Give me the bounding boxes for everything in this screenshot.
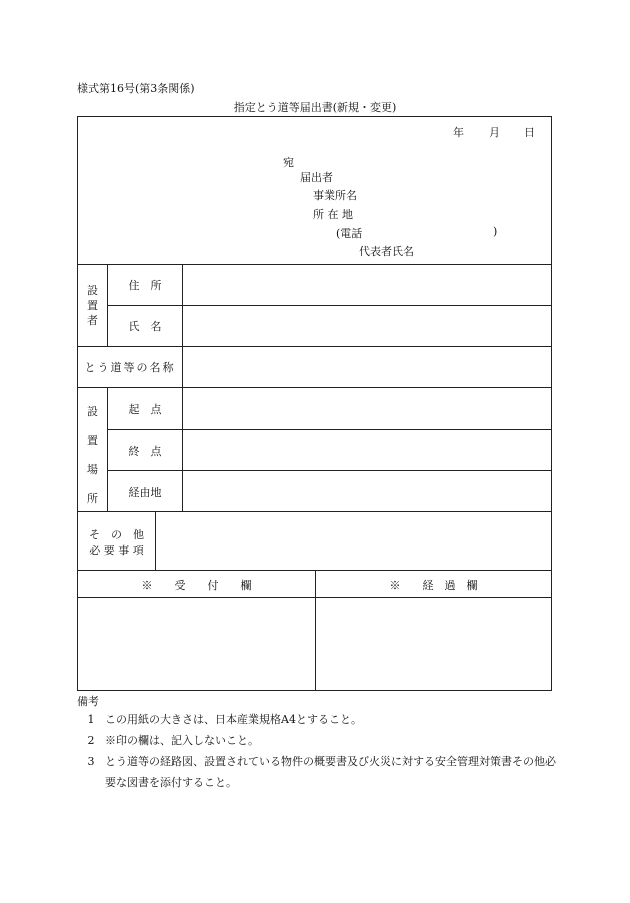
form-number: 様式第16号(第3条関係) — [77, 82, 195, 95]
location-via-label: 経由地 — [128, 486, 162, 499]
receipt-header: ※ 受 付 欄 — [141, 579, 252, 592]
installer-address-label: 住 所 — [128, 279, 162, 292]
notifier-label: 届出者 — [300, 171, 333, 184]
progress-header: ※ 経 過 欄 — [389, 579, 478, 592]
notes-list — [77, 709, 557, 793]
installer-name-label: 氏 名 — [128, 320, 162, 333]
location-end-label: 終 点 — [128, 445, 162, 458]
tunnel-name-field[interactable] — [183, 347, 551, 387]
address-label: 所 在 地 — [313, 208, 353, 221]
other-field[interactable] — [156, 512, 551, 570]
addressee-suffix: 宛 — [283, 156, 294, 169]
form-title: 指定とう道等届出書(新規・変更) — [233, 101, 397, 114]
table-top-border — [77, 116, 552, 117]
tunnel-name-label: とう道等の名称 — [84, 361, 176, 374]
table-right-border — [551, 116, 552, 691]
note-item: 1 この用紙の大きさは、日本産業規格A4とすること。 — [87, 713, 362, 726]
location-via-field[interactable] — [183, 471, 551, 511]
office-name-label: 事業所名 — [313, 189, 357, 202]
other-label-line1: そ の 他 — [89, 528, 144, 541]
location-start-field[interactable] — [183, 388, 551, 429]
location-group-label: 設 置 場 所 — [87, 405, 98, 505]
location-end-field[interactable] — [183, 430, 551, 470]
phone-close: ) — [493, 225, 498, 238]
notes-heading: 備考 — [77, 695, 99, 708]
location-start-label: 起 点 — [128, 403, 162, 416]
representative-label: 代表者氏名 — [359, 245, 414, 258]
note-item: 3 とう道等の経路図、設置されている物件の概要書及び火災に対する安全管理対策書その他必要な図書を添付すること。 — [87, 755, 556, 789]
phone-label: (電話 — [336, 227, 363, 240]
date-day-label: 日 — [524, 126, 535, 139]
installer-group-label: 設 置 者 — [87, 284, 98, 327]
other-label-line2: 必 要 事 項 — [89, 544, 144, 557]
date-year-label: 年 — [453, 126, 464, 139]
installer-name-field[interactable] — [183, 306, 551, 346]
installer-address-field[interactable] — [183, 265, 551, 305]
note-item: 2 ※印の欄は、記入しないこと。 — [87, 734, 259, 747]
date-month-label: 月 — [489, 126, 500, 139]
